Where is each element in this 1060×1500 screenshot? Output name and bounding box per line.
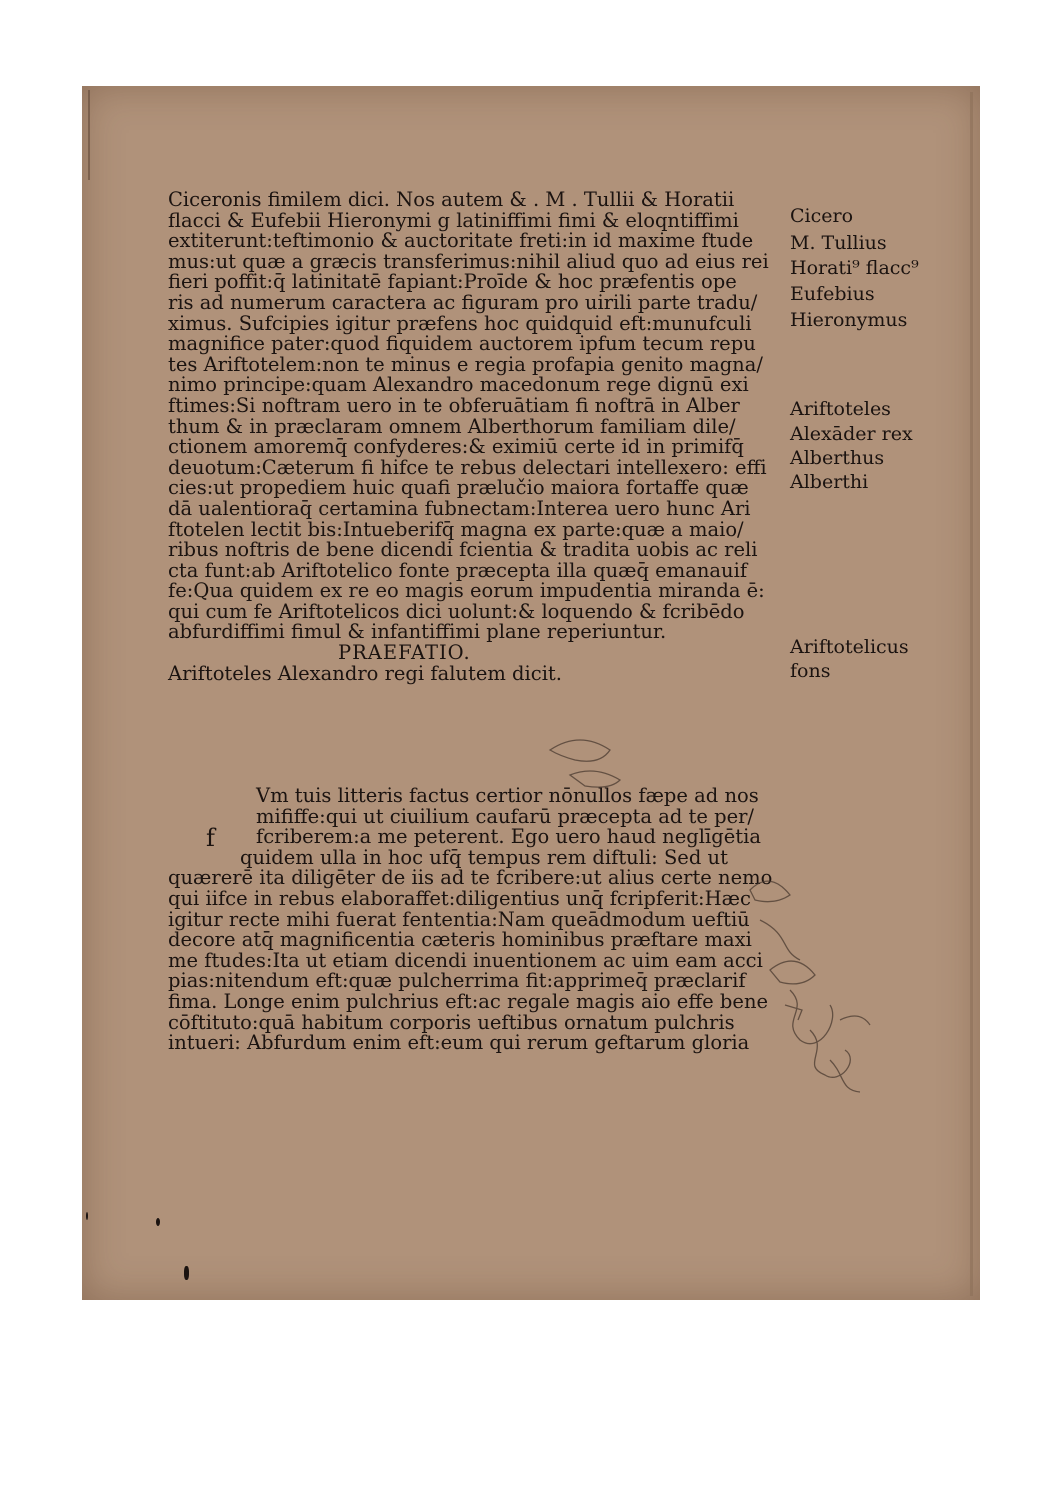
text-line: magnifice pater:quod fiquidem auctorem ipfum tecum repu bbox=[168, 332, 756, 356]
text-line: quærerē ita diligēter de iis ad te fcribere:ut alius certe nemo bbox=[168, 866, 773, 890]
text-line: extiterunt:teftimonio & auctoritate freti:in id maxime ftude bbox=[168, 229, 754, 253]
text-line: abfurdiffimi fimul & infantiffimi plane reperiuntur. bbox=[168, 620, 667, 644]
margin-note: Eufebius bbox=[790, 283, 875, 305]
ink-spot bbox=[184, 1266, 189, 1280]
text-line: fieri poffit:q̄ latinitatē fapiant:Proīde & hoc præfentis ope bbox=[168, 270, 737, 294]
text-line: mififfe:qui ut ciuilium caufarū præcepta ad te per/ bbox=[256, 804, 755, 828]
text-line: decore atq̄ magnificentia cæteris hominibus præftare maxi bbox=[168, 928, 752, 952]
salutation-line: Ariftoteles Alexandro regi falutem dicit. bbox=[168, 661, 562, 685]
margin-note: Hieronymus bbox=[790, 309, 908, 331]
page-binding-edge bbox=[88, 90, 90, 180]
text-line: ximus. Sufcipies igitur præfens hoc quidquid eft:munufculi bbox=[168, 311, 752, 335]
text-line: cies:ut propediem huic quafi prælučio maiora fortaffe quæ bbox=[168, 476, 749, 500]
text-line: thum & in præclaram omnem Alberthorum familiam dile/ bbox=[168, 414, 736, 438]
text-line: cta funt:ab Ariftotelico fonte præcepta illa quæq̄ emanauif bbox=[168, 558, 748, 582]
text-line: cōftituto:quā habitum corporis ueftibus ornatum pulchris bbox=[168, 1010, 735, 1034]
guide-letter: f bbox=[206, 824, 215, 852]
text-line: ftotelen lectit bis:Intueberifq̄ magna ex parte:quæ a maio/ bbox=[168, 517, 744, 541]
margin-note: Alberthi bbox=[790, 471, 869, 493]
text-line: qui cum fe Ariftotelicos dici uolunt:& loquendo & fcribēdo bbox=[168, 599, 745, 623]
margin-note: fons bbox=[790, 660, 831, 682]
text-line: nimo principe:quam Alexandro macedonum rege dignū exi bbox=[168, 373, 749, 397]
text-line: deuotum:Cæterum fi hifce te rebus delectari intellexero: effi bbox=[168, 455, 767, 479]
text-line: Ciceronis fimilem dici. Nos autem & . M . Tullii & Horatii bbox=[168, 188, 735, 211]
dedication-text bbox=[168, 190, 788, 684]
text-line: me ftudes:Ita ut etiam dicendi inuentionem ac uim eam acci bbox=[168, 948, 763, 972]
text-line: ctionem amoremq̄ confyderes:& eximiū certe id in primifq̄ bbox=[168, 435, 744, 459]
text-line: tes Ariftotelem:non te minus e regia profapia genito magna/ bbox=[168, 352, 763, 376]
marginal-flourish-drawing bbox=[540, 720, 900, 1120]
margin-note: Horati⁹ flacc⁹ bbox=[790, 257, 919, 279]
text-line: quidem ulla in hoc ufq̄ tempus rem diftuli: Sed ut bbox=[240, 845, 728, 869]
text-line: igitur recte mihi fuerat fententia:Nam queādmodum ueftiū bbox=[168, 907, 750, 931]
text-line: ris ad numerum caractera ac figuram pro uirili parte tradu/ bbox=[168, 290, 758, 314]
praefatio-heading: PRAEFATIO. bbox=[338, 641, 471, 665]
text-line: fe:Qua quidem ex re eo magis eorum impudentia miranda ē: bbox=[168, 579, 765, 603]
text-line: dā ualentioraq̄ certamina fubnectam:Interea uero hunc Ari bbox=[168, 496, 751, 520]
text-line: Vm tuis litteris factus certior nōnullos fæpe ad nos bbox=[256, 784, 759, 807]
text-line: ribus noftris de bene dicendi fcientia & tradita uobis ac reli bbox=[168, 538, 758, 562]
text-line: intueri: Abfurdum enim eft:eum qui rerum geftarum gloria bbox=[168, 1031, 750, 1055]
ink-spot bbox=[86, 1212, 88, 1220]
text-line: mus:ut quæ a græcis transferimus:nihil aliud quo ad eius rei bbox=[168, 249, 769, 273]
margin-note: Ariftotelicus bbox=[790, 636, 909, 658]
margin-note: Cicero bbox=[790, 205, 854, 227]
margin-note: M. Tullius bbox=[790, 232, 887, 254]
ink-spot bbox=[156, 1218, 160, 1226]
margin-note: Alexāder rex bbox=[790, 423, 913, 445]
text-line: ftimes:Si noftram uero in te obferuātiam fi noftrā in Alber bbox=[168, 393, 740, 417]
margin-note: Alberthus bbox=[790, 447, 885, 469]
text-line: flacci & Eufebii Hieronymi g latiniffimi fimi & eloqntiffimi bbox=[168, 208, 739, 232]
text-line: qui iifce in rebus elaboraffet:diligentius unq̄ fcripferit:Hæc bbox=[168, 886, 751, 910]
page-right-edge bbox=[970, 92, 973, 1296]
text-line: fcriberem:a me peterent. Ego uero haud neglīgētia bbox=[256, 825, 761, 849]
text-line: fima. Longe enim pulchrius eft:ac regale magis aio effe bene bbox=[168, 989, 769, 1013]
margin-note: Ariftoteles bbox=[790, 398, 891, 420]
text-line: pias:nitendum eft:quæ pulcherrima fit:apprimeq̄ præclarif bbox=[168, 969, 746, 993]
